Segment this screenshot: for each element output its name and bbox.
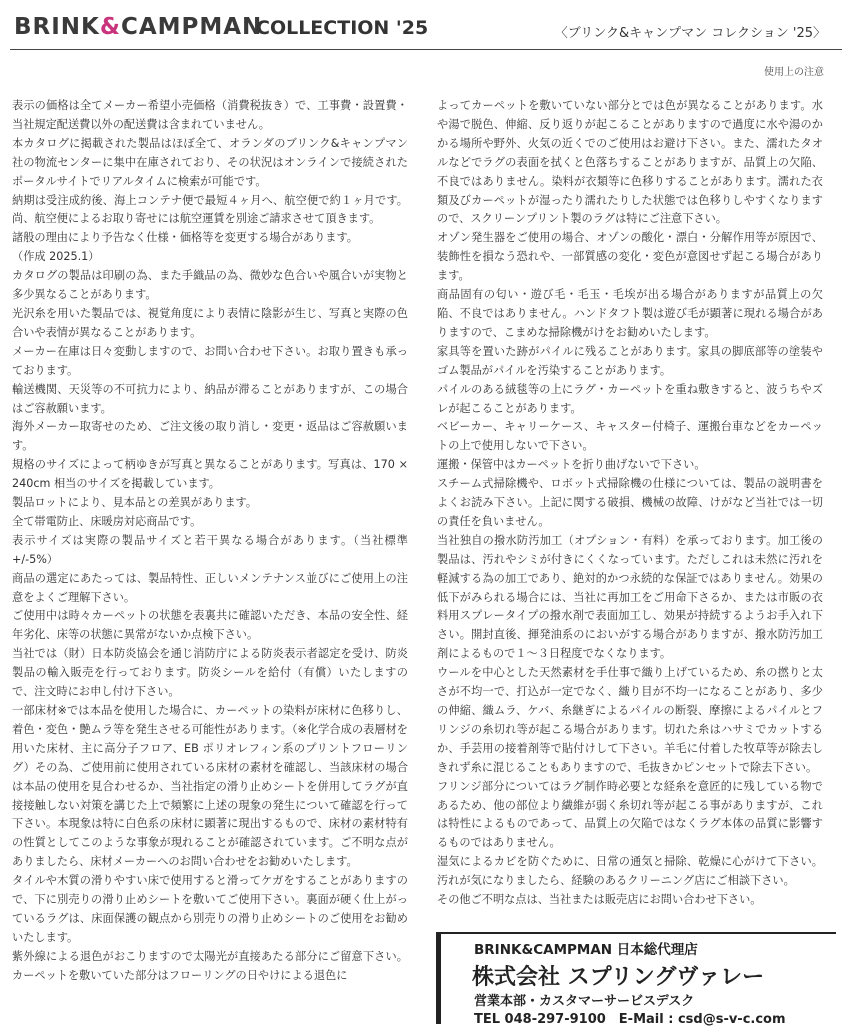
notice-paragraph: オゾン発生器をご使用の場合、オゾンの酸化・漂白・分解作用等が原因で、装飾性を損なう恐れや、一部質感の変化・変色が意図せず起こる場合があります。 bbox=[437, 231, 823, 283]
brand-logo: BRINK&CAMPMAN bbox=[14, 14, 263, 40]
notice-paragraph: ウールを中心とした天然素材を手仕事で織り上げているため、糸の撚りと太さが不均一で、打込が一定でなく、織り目が不均一になることがあり、多少の伸縮、織ムラ、ケバ、糸継ぎによるパイルの断裂、摩擦によるパイルとフリンジの糸切れ等が起こる場合があります。切れた糸はハサミでカットするか、手芸用の接着剤等で貼付けして下さい。羊毛に付着した牧草等が除去しきれず糸に混じることもありますので、毛抜きかピンセットで除去下さい。 bbox=[437, 666, 823, 774]
notice-paragraph: 本カタログに掲載された製品はほぼ全て、オランダのブリンク&キャンプマン社の物流センターに集中在庫されており、その状況はオンラインで接続されたポータルサイトでリアルタイムに検索が可能です。 bbox=[12, 136, 408, 188]
collection-title: COLLECTION '25 bbox=[256, 17, 429, 39]
company-name: 株式会社 スプリングヴァレー bbox=[472, 965, 765, 990]
japanese-title: 〈ブリンク&キャンプマン コレクション '25〉 bbox=[554, 26, 826, 41]
notice-paragraph: よってカーペットを敷いていない部分とでは色が異なることがあります。水や湯で脱色、伸縮、反り返りが起こることがありますので過度に水や湯のかかる場所や野外、火気の近くでのご使用はお避け下さい。また、濡れたタオルなどでラグの表面を拭くと色落ちすることがありますが、品質上の欠陥、不良ではありません。染料が衣類等に色移りすることがあります。濡れた衣類及びカーペットが湿ったり濡れたりした状態では色移りしやすくなりますので、スクリーンプリント製のラグは特にご注意下さい。 bbox=[437, 99, 823, 226]
notice-paragraph: 全て帯電防止、床暖房対応商品です。 bbox=[12, 514, 202, 528]
notice-paragraph: 海外メーカー取寄せのため、ご注文後の取り消し・変更・返品はご容赦願います。 bbox=[12, 420, 408, 453]
notice-paragraph: スチーム式掃除機や、ロボット式掃除機の仕様については、製品の説明書をよくお読み下さい。上記に関する破損、機械の故障、けがなど当社では一切の責任を負いません。 bbox=[437, 477, 823, 528]
notice-paragraph: 光沢糸を用いた製品では、視覚角度により表情に陰影が生じ、写真と実際の色合いや表情が異なることがあります。 bbox=[12, 306, 408, 339]
notice-paragraph: 商品固有の匂い・遊び毛・毛玉・毛埃が出る場合がありますが品質上の欠陥、不良ではありません。ハンドタフト製は遊び毛が顕著に現れる場合がありますので、こまめな掃除機がけをお勧めいたします。 bbox=[437, 288, 823, 339]
notice-paragraph: 当社独自の撥水防汚加工（オプション・有料）を承っております。加工後の製品は、汚れやシミが付きにくくなっています。ただしこれは未然に汚れを軽減する為の加工であり、絶対的かつ永続的な保証ではありません。効果の低下がみられる場合には、当社に再加工をご用命下さるか、または市販の衣料用スプレータイプの撥水剤で表面加工し、効果が持続するようお手入れ下さい。開封直後、揮発油系のにおいがする場合がありますが、撥水防汚加工剤によるもので１〜３日程度でなくなります。 bbox=[437, 533, 823, 661]
notice-paragraph: ご使用中は時々カーペットの状態を表裏共に確認いただき、本品の安全性、経年劣化、床等の状態に異常がないか点検下さい。 bbox=[12, 609, 408, 642]
notice-paragraph: 紫外線による退色がおこりますので太陽光が直接あたる部分にご留意下さい。カーペットを敷いていた部分はフローリングの日やけによる退色に bbox=[12, 949, 408, 982]
page-header bbox=[0, 0, 852, 50]
notice-paragraph: カタログの製品は印刷の為、また手織品の為、微妙な色合いや風合いが実物と多少異なることがあります。 bbox=[12, 269, 408, 302]
notice-paragraph: 当社では（財）日本防炎協会を通じ消防庁による防炎表示者認定を受け、防炎製品の輸入販売を行っております。防炎シールを給付（有償）いたしますので、注文時にお申し付け下さい。 bbox=[12, 647, 408, 699]
notice-paragraph: その他ご不明な点は、当社または販売店にお問い合わせ下さい。 bbox=[437, 893, 762, 907]
department-label: 営業本部・カスタマーサービスデスク bbox=[474, 994, 695, 1009]
notice-paragraph: フリンジ部分についてはラグ制作時必要とな経糸を意匠的に残している物であるため、他の部位より繊維が弱く糸切れ等が起こる事がありますが、これは特性によるものであって、品質上の欠陥ではなくラグ本体の品質に影響するものではありません。 bbox=[437, 779, 823, 850]
agent-label: BRINK&CAMPMAN 日本総代理店 bbox=[474, 942, 698, 958]
notice-paragraph: 商品の選定にあたっては、製品特性、正しいメンテナンス並びにご使用上の注意をよくご理解下さい。 bbox=[12, 571, 408, 604]
notice-paragraph: 表示サイズは実際の製品サイズと若干異なる場合があります。（当社標準 +/-5%） bbox=[12, 533, 408, 566]
notice-paragraph: 製品ロットにより、見本品との差異があります。 bbox=[12, 496, 258, 510]
notice-paragraph: 運搬・保管中はカーペットを折り曲げないで下さい。 bbox=[437, 458, 706, 472]
notice-paragraph: パイルのある絨毯等の上にラグ・カーペットを重ね敷きすると、波うちやズレが起こることがあります。 bbox=[437, 382, 823, 415]
notice-paragraph: （作成 2025.1） bbox=[12, 250, 100, 264]
notice-paragraph: 家具等を置いた跡がパイルに残ることがあります。家具の脚底部等の塗装やゴム製品がパイルを汚染することがあります。 bbox=[437, 344, 823, 377]
notice-paragraph: 表示の価格は全てメーカー希望小売価格（消費税抜き）で、工事費・設置費・当社規定配送費以外の配送費は含まれていません。 bbox=[12, 99, 408, 131]
notice-paragraph: 一部床材※では本品を使用した場合に、カーペットの染料が床材に色移りし、着色・変色・艶ムラ等を発生させる可能性があります。（※化学合成の表層材を用いた床材、主に高分子フロア、EB ポリオレフィン系のプリントフローリング）その為、ご使用前に使用されている床材の素材を確認し、当該床材の場合は本品の使用を見合わせるか、当社指定の滑り止めシートを併用してラグが直接接触しない対策を講じた上で頻繁に上述の現象の発生について確認を行って下さい。本現象は特に白色系の床材に顕著に現出するもので、床材の素材特有の性質としてこのような事象が現れることが確認されています。ご不明な点がありましたら、床材メーカーへのお問い合わせをお勧めいたします。 bbox=[12, 704, 408, 869]
notice-paragraph: 湿気によるカビを防ぐために、日常の通気と掃除、乾燥に心がけて下さい。汚れが気になりましたら、経験のあるクリーニング店にご相談下さい。 bbox=[437, 855, 823, 888]
notice-paragraph: 輸送機関、天災等の不可抗力により、納品が滞ることがありますが、この場合はご容赦願います。 bbox=[12, 382, 408, 415]
right-column bbox=[437, 97, 823, 910]
notice-paragraph: 規格のサイズによって柄ゆきが写真と異なることがあります。写真は、170 × 240cm 相当のサイズを掲載しています。 bbox=[12, 458, 408, 491]
notice-paragraph: タイルや木質の滑りやすい床で使用すると滑ってケガをすることがありますので、下に別売りの滑り止めシートを敷いてご使用下さい。裏面が硬く仕上がっているラグは、床面保護の観点から別売りの滑り止めシートのご使用をお勧めいたします。 bbox=[12, 874, 408, 944]
left-column bbox=[12, 97, 408, 986]
notice-paragraph: ベビーカー、キャリーケース、キャスター付椅子、運搬台車などをカーペットの上で使用しないで下さい。 bbox=[437, 420, 823, 453]
contact-box bbox=[436, 932, 836, 1027]
section-label: 使用上の注意 bbox=[764, 67, 824, 78]
notice-paragraph: 納期は受注成約後、海上コンテナ便で最短４ヶ月へ、航空便で約１ヶ月です。尚、航空便によるお取り寄せには航空運賃を別途ご請求させて頂きます。 bbox=[12, 193, 408, 226]
header-divider bbox=[10, 49, 842, 50]
notice-paragraph: メーカー在庫は日々変動しますので、お問い合わせ下さい。お取り置きも承っております。 bbox=[12, 344, 408, 377]
notice-paragraph: 諸般の理由により予告なく仕様・価格等を変更する場合があります。 bbox=[12, 231, 358, 245]
contact-phone-email: TEL 048-297-9100 E-Mail : csd@s-v-c.com bbox=[474, 1012, 786, 1027]
